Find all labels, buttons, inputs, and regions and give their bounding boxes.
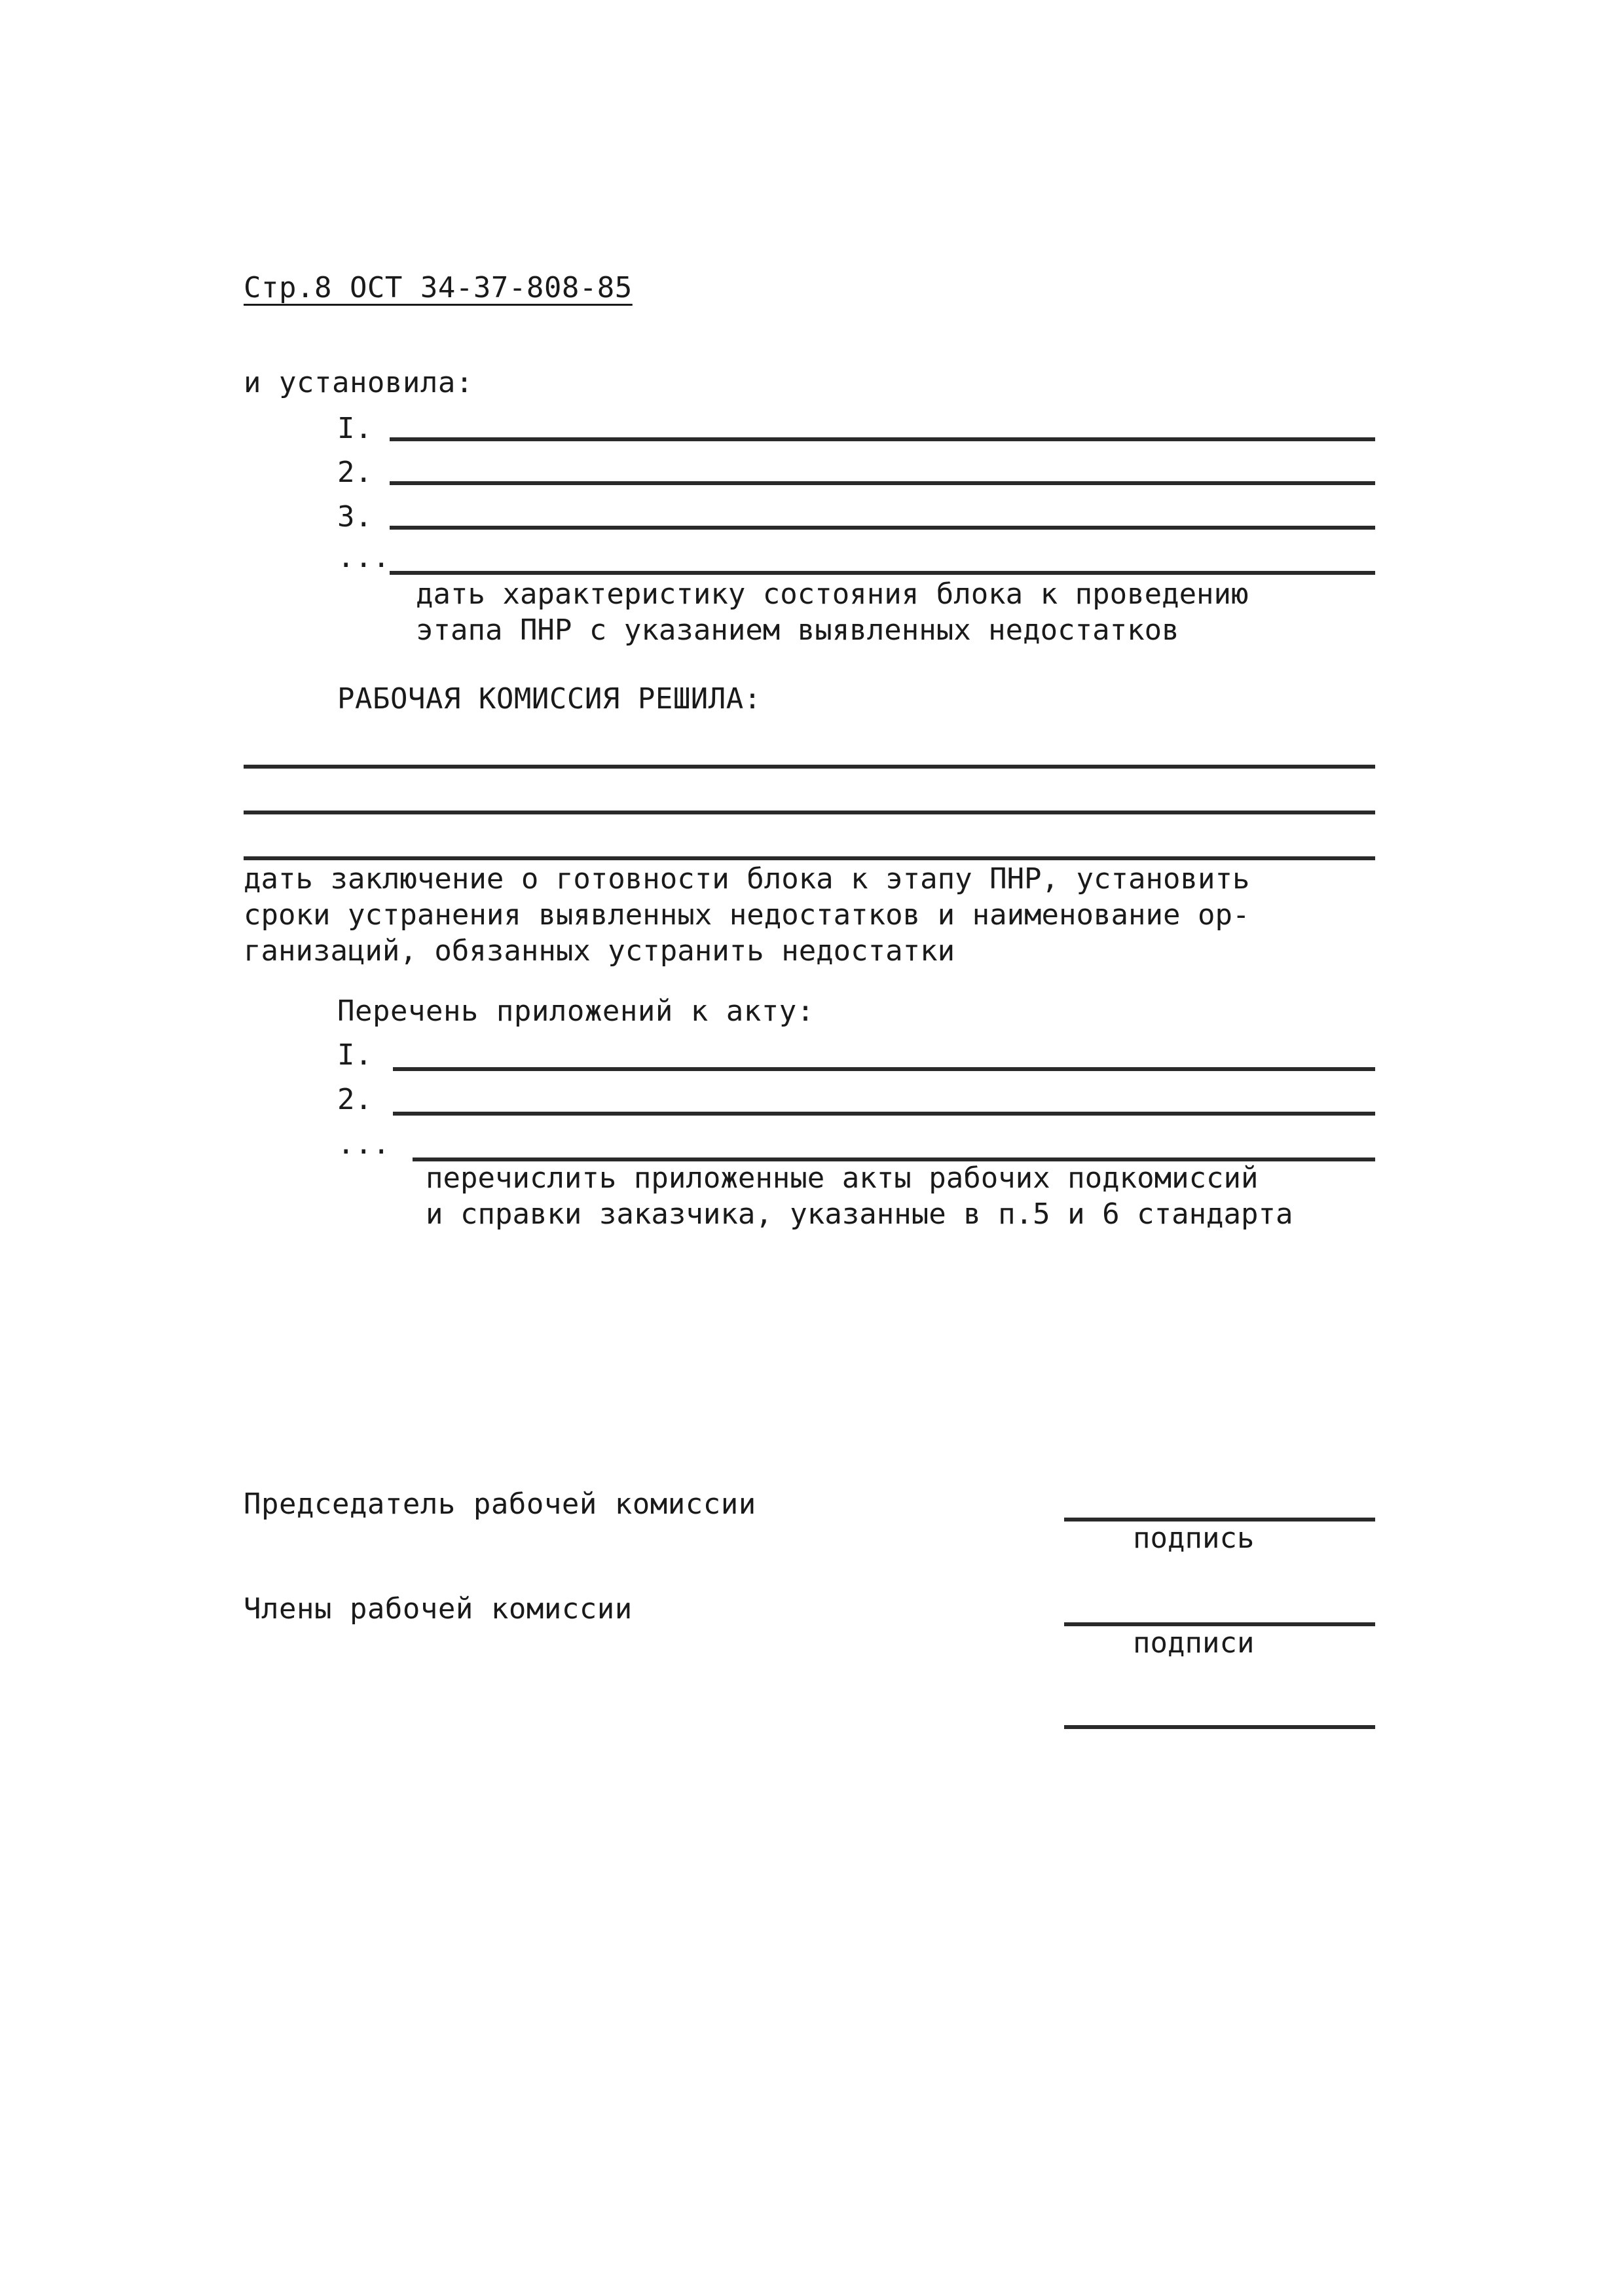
- established-line-1[interactable]: [390, 437, 1375, 441]
- established-line-2[interactable]: [390, 481, 1375, 485]
- established-line-3[interactable]: [390, 526, 1375, 530]
- chairman-signature-caption: подпись: [1133, 1522, 1255, 1555]
- decision-caption-2: сроки устранения выявленных недостатков и наименование ор-: [244, 898, 1250, 932]
- attachments-line-2[interactable]: [393, 1112, 1375, 1116]
- decision-line-2[interactable]: [244, 811, 1375, 814]
- chairman-label: Председатель рабочей комиссии: [244, 1487, 756, 1521]
- established-item-3: 3.: [337, 500, 373, 534]
- attachments-heading: Перечень приложений к акту:: [337, 994, 815, 1028]
- members-label: Члены рабочей комиссии: [244, 1592, 633, 1626]
- decision-line-3[interactable]: [244, 856, 1375, 860]
- established-item-2: 2.: [337, 456, 373, 489]
- decision-line-1[interactable]: [244, 765, 1375, 769]
- decision-caption-1: дать заключение о готовности блока к этапу ПНР, установить: [244, 862, 1250, 896]
- decision-caption-3: ганизаций, обязанных устранить недостатки: [244, 934, 955, 968]
- attachments-item-2: 2.: [337, 1083, 373, 1116]
- established-item-ellipsis: ...: [337, 541, 390, 574]
- page-header: Стр.8 ОСТ 34-37-808-85: [244, 271, 633, 304]
- attachments-item-1: I.: [337, 1038, 373, 1072]
- established-caption-2: этапа ПНР с указанием выявленных недостатков: [416, 613, 1179, 647]
- established-line-4[interactable]: [390, 571, 1375, 575]
- attachments-caption-1: перечислить приложенные акты рабочих подкомиссий: [426, 1161, 1259, 1195]
- established-intro: и установила:: [244, 366, 473, 399]
- decision-heading: РАБОЧАЯ КОМИССИЯ РЕШИЛА:: [337, 682, 762, 716]
- attachments-line-1[interactable]: [393, 1067, 1375, 1071]
- members-signature-line-2[interactable]: [1064, 1725, 1375, 1729]
- members-signature-caption: подписи: [1133, 1626, 1255, 1660]
- attachments-caption-2: и справки заказчика, указанные в п.5 и 6 стандарта: [426, 1197, 1293, 1231]
- established-item-1: I.: [337, 412, 373, 445]
- attachments-item-ellipsis: ...: [337, 1127, 390, 1161]
- established-caption-1: дать характеристику состояния блока к проведению: [416, 577, 1249, 611]
